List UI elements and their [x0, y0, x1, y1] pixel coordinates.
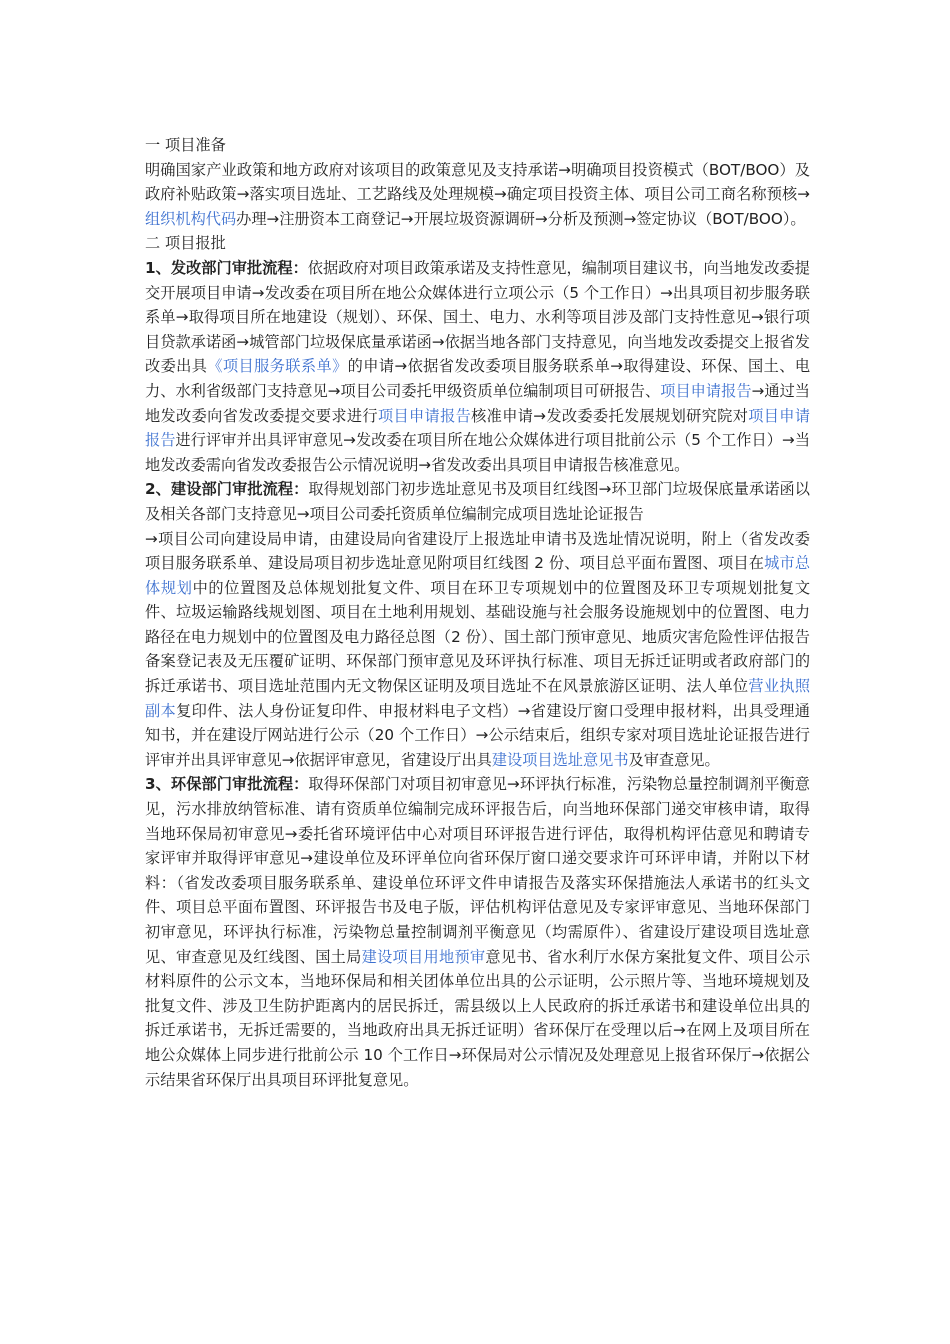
paragraph-ndrc-approval: [145, 256, 810, 477]
text-run: 明确国家产业政策和地方政府对该项目的政策意见及支持承诺→明确项目投资模式（BOT/BOO）及政府补贴政策→落实项目选址、工艺路线及处理规模→确定项目投资主体、项目公司工商名称预核→: [145, 160, 810, 204]
section-heading-project-preparation: 一 项目准备: [145, 136, 226, 154]
inline-link[interactable]: 组织机构代码: [145, 209, 237, 228]
text-run: 取得环保部门对项目初审意见→环评执行标准，污染物总量控制调剂平衡意见，污水排放纳管标准、请有资质单位编制完成环评报告后，向当地环保部门递交审核申请，取得当地环保局初审意见→委托省环境评估中心对项目环评报告进行评估，取得机构评估意见和聘请专家评审并取得评审意见→建设单位及环评单位向省环保厅窗口递交要求许可环评申请，并附以下材料：（省发改委项目服务联系单、建设单位环评文件申请报告及落实环保措施法人承诺书的红头文件、项目总平面布置图、环评报告书及电子版，评估机构评估意见及专家评审意见、当地环保部门初审意见，环评执行标准，污染物总量控制调剂平衡意见（均需原件）、省建设厅建设项目选址意见、审查意见及红线图、国土局: [145, 775, 810, 966]
paragraph-project-preparation: [145, 158, 810, 232]
text-run: 核准申请→发改委委托发展规划研究院对: [471, 406, 749, 425]
text-run: 的申请→依据省发改委项目服务联系单→取得建设、环保、国土、电力、水利省级部门支持意见→项目公司委托甲级资质单位编制项目可研报告、: [145, 357, 811, 400]
text-run: 及审查意见。: [628, 750, 720, 769]
inline-link[interactable]: 项目申请报告: [145, 406, 811, 450]
text-run: 中的位置图及总体规划批复文件、项目在环卫专项规划中的位置图及环卫专项规划批复文件、垃圾运输路线规划图、项目在土地利用规划、基础设施与社会服务设施规划中的位置图、电力路径在电力规划中的位置图及电力路径总图（2 份）、国土部门预审意见、地质灾害危险性评估报告备案登记表及无压覆矿证明、环保部门预审意见及环评执行标准、项目无拆迁证明或者政府部门的拆迁承诺书、项目选址范围内无文物保区证明及项目选址不在风景旅游区证明、法人单位: [145, 578, 811, 696]
text-run: 依据政府对项目政策承诺及支持性意见，编制项目建议书，向当地发改委提交开展项目申请→发改委在项目所在地公众媒体进行立项公示（5 个工作日）→出具项目初步服务联系单→取得项目所在地建设（规划）、环保、国土、电力、水利等项目涉及部门支持性意见→银行项目贷款承诺函→城管部门垃圾保底量承诺函→依据当地各部门支持意见，向当地发改委提交上报省发改委出具: [145, 258, 810, 376]
section-heading-project-approval: 二 项目报批: [145, 234, 226, 253]
inline-bold-label: 3、环保部门审批流程：: [145, 775, 309, 794]
text-run: →通过当地发改委向省发改委提交要求进行: [145, 381, 810, 425]
inline-link[interactable]: 营业执照副本: [145, 677, 811, 720]
paragraph-environmental-approval: [145, 772, 810, 1092]
inline-link[interactable]: 《项目服务联系单》: [207, 357, 348, 376]
inline-link[interactable]: 建设项目用地预审: [361, 947, 486, 966]
document-body: [145, 133, 810, 1092]
text-run: 取得规划部门初步选址意见书及项目红线图→环卫部门垃圾保底量承诺函以及相关各部门支持意见→项目公司委托资质单位编制完成项目选址论证报告: [145, 480, 810, 523]
text-run: 复印件、法人身份证复印件、申报材料电子文档）→省建设厅窗口受理申报材料，出具受理通知书，并在建设厅网站进行公示（20 个工作日）→公示结束后，组织专家对项目选址论证报告进行评审并出具评审意见→依据评审意见，省建设厅出具: [145, 701, 810, 769]
text-run: 意见书、省水利厅水保方案批复文件、项目公示材料原件的公示文本，当地环保局和相关团体单位出具的公示证明，公示照片等、当地环境规划及批复文件、涉及卫生防护距离内的居民拆迁，需县级以上人民政府的拆迁承诺书和建设单位出具的拆迁承诺书，无拆迁需要的，当地政府出具无拆迁证明）省环保厅在受理以后→在网上及项目所在地公众媒体上同步进行批前公示 10 个工作日→环保局对公示情况及处理意见上报省环保厅→依据公示结果省环保厅出具项目环评批复意见。: [145, 947, 811, 1089]
text-run: →项目公司向建设局申请，由建设局向省建设厅上报选址申请书及选址情况说明，附上（省发改委项目服务联系单、建设局项目初步选址意见附项目红线图 2 份、项目总平面布置图、项目在: [145, 529, 810, 573]
inline-bold-label: 1、发改部门审批流程：: [145, 258, 308, 277]
inline-bold-label: 2、建设部门审批流程：: [145, 480, 309, 499]
inline-link[interactable]: 建设项目选址意见书: [491, 750, 629, 769]
paragraph-construction-approval-body: [145, 527, 810, 773]
inline-link[interactable]: 项目申请报告: [660, 381, 752, 400]
inline-link[interactable]: 项目申请报告: [377, 406, 472, 425]
text-run: 办理→注册资本工商登记→开展垃圾资源调研→分析及预测→签定协议（BOT/BOO）。: [236, 209, 806, 228]
text-run: 进行评审并出具评审意见→发改委在项目所在地公众媒体进行项目批前公示（5 个工作日）→当地发改委需向省发改委报告公示情况说明→省发改委出具项目申请报告核准意见。: [145, 431, 811, 474]
paragraph-construction-approval-intro: [145, 477, 810, 526]
inline-link[interactable]: 城市总体规划: [145, 554, 811, 597]
